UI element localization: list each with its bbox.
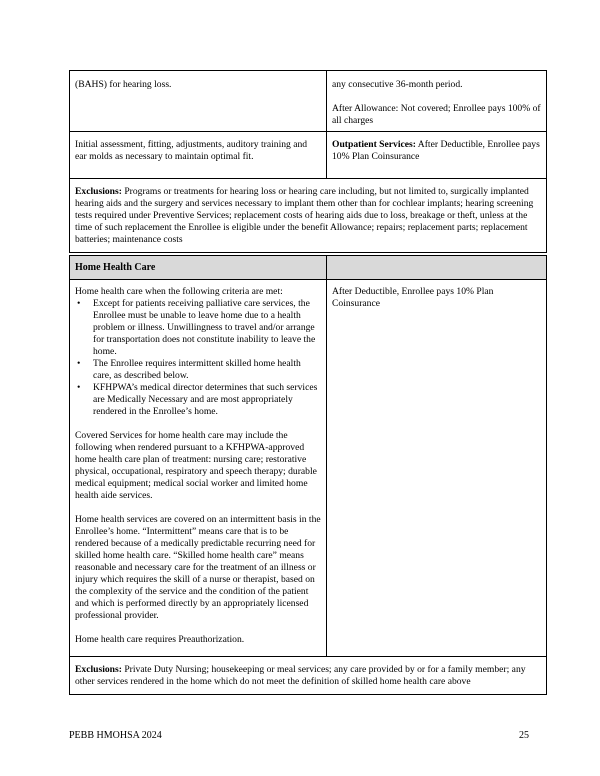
criteria-item: • Except for patients receiving palliative care services, the Enrollee must be unable to leave home due to a health problem or illness. Unwillingness to travel and/or arrange for transportation does not constitute inability to leave the home. xyxy=(75,298,321,358)
page-number: 25 xyxy=(519,730,529,741)
home-health-care-table xyxy=(69,255,547,695)
preauthorization-note: Home health care requires Preauthorization. xyxy=(75,634,245,645)
hearing-exclusions xyxy=(70,179,546,252)
home-health-body-row xyxy=(70,280,546,657)
hearing-exclusions-label: Exclusions: xyxy=(75,186,122,197)
bahs-period-text: any consecutive 36-month period. xyxy=(332,79,463,90)
home-health-header xyxy=(70,256,327,279)
home-health-cost-text: After Deductible, Enrollee pays 10% Plan Coinsurance xyxy=(332,286,494,309)
hearing-row-assessment xyxy=(70,132,546,179)
home-health-exclusions-text: Private Duty Nursing; housekeeping or meal services; any care provided by or for a family member; any other services rendered in the home which do not meet the definition of skilled home health care above xyxy=(75,664,526,687)
criteria-list xyxy=(75,298,321,418)
home-health-description xyxy=(70,280,327,656)
outpatient-services-text xyxy=(332,139,541,163)
criteria-intro: Home health care when the following criteria are met: xyxy=(75,286,283,297)
home-health-exclusions-label: Exclusions: xyxy=(75,664,122,675)
covered-services-paragraph: Covered Services for home health care may include the following when rendered pursuant to a KFHPWA-approved home health care plan of treatment: nursing care; restorative physical, occupational, respiratory and speech therapy; durable medical equipment; medical social worker and limited home health aide services. xyxy=(75,430,317,501)
hearing-exclusions-row xyxy=(70,179,546,252)
bahs-description xyxy=(70,71,327,131)
criteria-item: • The Enrollee requires intermittent skilled home health care, as described below. xyxy=(75,358,321,382)
home-health-header-blank xyxy=(327,256,546,279)
outpatient-services-label: Outpatient Services: xyxy=(332,139,416,150)
hearing-row-bahs xyxy=(70,71,546,132)
assessment-text: Initial assessment, fitting, adjustments, auditory training and ear molds as necessary to maintain optimal fit. xyxy=(75,139,308,162)
intermittent-basis-paragraph: Home health services are covered on an intermittent basis in the Enrollee’s home. “Intermittent” means care that is to be rendered because of a medically predictable recurring need for skilled home health care. “Skilled home health care” means reasonable and necessary care for the treatment of an illness or injury which requires the skill of a nurse or therapist, based on the complexity of the service and the condition of the patient and which is performed directly by an appropriately licensed professional provider. xyxy=(75,514,321,621)
section-title: Home Health Care xyxy=(75,262,156,273)
home-health-exclusions xyxy=(70,657,546,694)
bahs-text: (BAHS) for hearing loss. xyxy=(75,79,172,90)
bahs-cost-sharing xyxy=(327,71,546,131)
outpatient-services-value: After Deductible, Enrollee pays 10% Plan Coinsurance xyxy=(332,139,540,162)
hearing-exclusions-text: Programs or treatments for hearing loss or hearing care including, but not limited to, surgically implanted hearing aids and the surgery and services necessary to implant them other than for cochlear implants; hearing screening tests required under Preventive Services; replacement costs of hearing aids due to loss, breakage or theft, unless at the time of such replacement the Enrollee is eligible under the benefit Allowance; repairs; replacement parts; replacement batteries; maintenance costs xyxy=(75,186,534,245)
home-health-header-row xyxy=(70,256,546,280)
hearing-benefits-table xyxy=(69,70,547,253)
home-health-cost-sharing xyxy=(327,280,546,656)
footer-document-title: PEBB HMOHSA 2024 xyxy=(69,730,162,741)
assessment-description xyxy=(70,132,327,178)
home-health-exclusions-row xyxy=(70,657,546,694)
criteria-item: • KFHPWA’s medical director determines that such services are Medically Necessary and are most appropriately rendered in the Enrollee’s home. xyxy=(75,382,321,418)
assessment-cost-sharing xyxy=(327,132,546,178)
bahs-allowance-text: After Allowance: Not covered; Enrollee pays 100% of all charges xyxy=(332,103,541,126)
